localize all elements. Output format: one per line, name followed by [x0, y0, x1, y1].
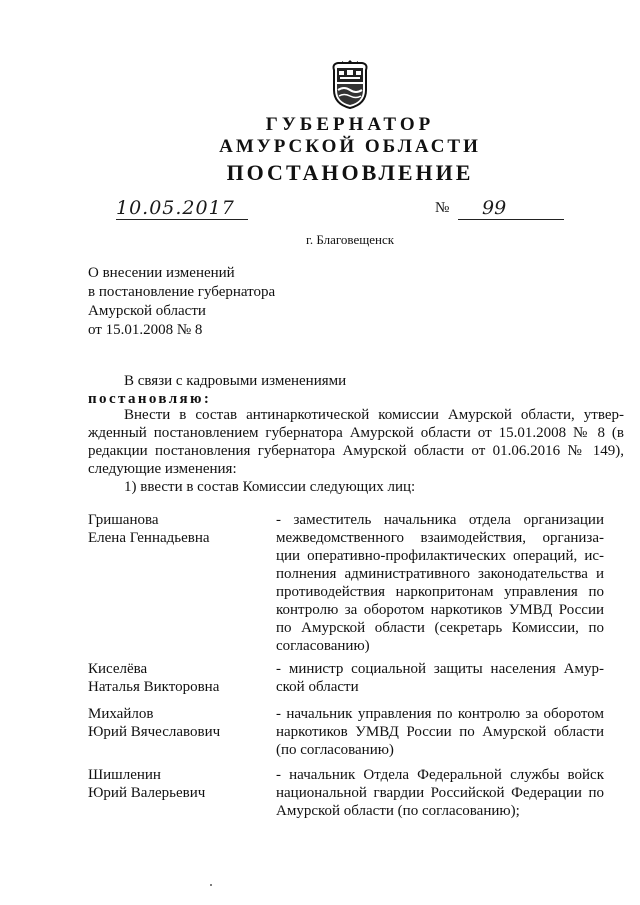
- subject-line: от 15.01.2008 № 8: [88, 322, 203, 338]
- position-line: наркотиков УМВД России по Амурской области: [276, 724, 604, 740]
- subject-line: О внесении изменений: [88, 265, 235, 281]
- position-line: межведомственного взаимодействия, организа-: [276, 530, 604, 546]
- issuer-region: АМУРСКОЙ ОБЛАСТИ: [219, 136, 481, 157]
- member-position: [276, 705, 604, 759]
- member-given-name: Наталья Викторовна: [88, 679, 220, 695]
- position-line: - начальник Отдела Федеральной службы войск: [276, 767, 604, 783]
- member-name: [88, 705, 268, 741]
- issue-city: г. Благовещенск: [305, 232, 395, 247]
- member-position: [276, 660, 604, 696]
- position-line: (по согласованию): [276, 742, 394, 758]
- paragraph-line: Внести в состав антинаркотической комиссии Амурской области, утвер-: [124, 407, 624, 423]
- position-line: полнения административного законодательства и: [276, 566, 604, 582]
- position-line: - начальник управления по контролю за оборотом: [276, 706, 604, 722]
- member-surname: Шишленин: [88, 767, 161, 783]
- position-line: национальной гвардии Российской Федерации по: [276, 785, 604, 801]
- subject-line: Амурской области: [88, 303, 206, 319]
- member-surname: Михайлов: [88, 706, 154, 722]
- position-line: противодействия наркопритонам управления по: [276, 584, 604, 600]
- amur-oblast-coat-of-arms-icon: [328, 60, 372, 110]
- position-line: по Амурской области (секретарь Комиссии, по: [276, 620, 604, 636]
- issuer-title: ГУБЕРНАТОР: [265, 114, 435, 135]
- document-type: ПОСТАНОВЛЕНИЕ: [226, 160, 474, 185]
- position-line: согласованию): [276, 638, 370, 654]
- member-given-name: Юрий Вячеславович: [88, 724, 221, 740]
- member-surname: Гришанова: [88, 512, 159, 528]
- scan-speck: [210, 884, 212, 886]
- member-position: [276, 766, 604, 820]
- member-name: [88, 766, 268, 802]
- position-line: ции оперативно-профилактических операций, ис-: [276, 548, 604, 564]
- member-position: [276, 511, 604, 655]
- handwritten-number: 99: [458, 197, 564, 220]
- position-line: ской области: [276, 679, 359, 695]
- position-line: контролю за оборотом наркотиков УМВД России: [276, 602, 604, 618]
- handwritten-date: 10.05.2017: [116, 197, 248, 220]
- number-label: №: [435, 200, 450, 216]
- decree-word: постановляю:: [88, 391, 212, 407]
- member-name: [88, 660, 268, 696]
- member-given-name: Юрий Валерьевич: [88, 785, 206, 801]
- position-line: Амурской области (по согласованию);: [276, 803, 520, 819]
- decree-subject: [88, 264, 275, 340]
- member-surname: Киселёва: [88, 661, 148, 677]
- paragraph-line: редакции постановления губернатора Амурской области от 01.06.2016 № 149),: [88, 443, 624, 459]
- position-line: - министр социальной защиты населения Амур-: [276, 661, 604, 677]
- member-name: [88, 511, 268, 547]
- member-given-name: Елена Геннадьевна: [88, 530, 210, 546]
- paragraph-line: следующие изменения:: [88, 461, 237, 477]
- item-1: 1) ввести в состав Комиссии следующих лиц:: [124, 479, 416, 495]
- paragraph-line: жденный постановлением губернатора Амурской области от 15.01.2008 № 8 (в: [88, 425, 624, 441]
- subject-line: в постановление губернатора: [88, 284, 276, 300]
- amendment-paragraph: [88, 406, 624, 478]
- position-line: - заместитель начальника отдела организации: [276, 512, 604, 528]
- intro-paragraph: В связи с кадровыми изменениями: [124, 373, 347, 389]
